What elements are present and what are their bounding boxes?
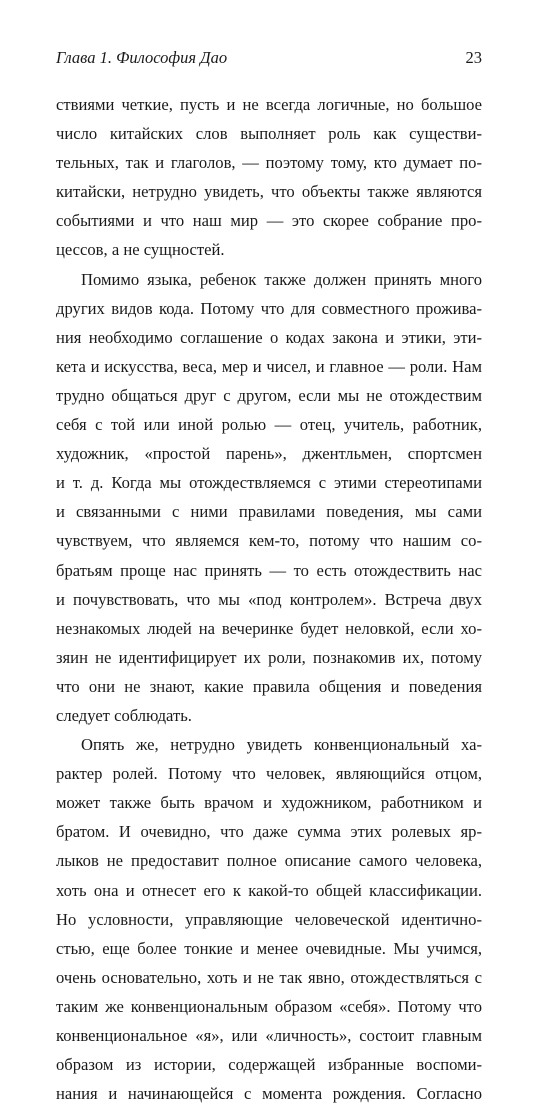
text-line: может также быть врачом и художником, работником и <box>56 793 482 813</box>
text-line: число китайских слов выполняет роль как существи- <box>56 124 482 144</box>
text-line: кета и искусства, веса, мер и чисел, и главное — роли. Нам <box>56 356 482 376</box>
text-line: хоть она и отнесет его к какой-то общей классификации. <box>56 880 482 900</box>
text-line: следует соблюдать. <box>56 705 192 725</box>
text-line: и почувствовать, что мы «под контролем». Встреча двух <box>56 589 482 609</box>
text-line: ствиями четкие, пусть и не всегда логичные, но большое <box>56 95 482 114</box>
text-line: нания и начинающейся с момента рождения. Согласно <box>56 1084 482 1104</box>
text-line: других видов кода. Потому что для совместного прожива- <box>56 298 482 318</box>
text-line: братом. И очевидно, что даже сумма этих ролевых яр- <box>56 822 482 842</box>
text-line: художник, «простой парень», джентльмен, спортсмен <box>56 444 482 464</box>
page-number: 23 <box>465 48 482 67</box>
text-line: зяин не идентифицирует их роли, познакомив их, потому <box>56 647 482 667</box>
text-line: образом из истории, содержащей избранные воспоми- <box>56 1055 482 1075</box>
text-line: Помимо языка, ребенок также должен принять много <box>81 269 482 289</box>
text-line: чувствуем, что являемся кем-то, потому что нашим со- <box>56 531 482 551</box>
text-line: Но условности, управляющие человеческой идентично- <box>56 909 482 929</box>
text-line: таким же конвенциональным образом «себя». Потому что <box>56 996 482 1016</box>
paragraph <box>56 90 482 265</box>
text-line: событиями и что наш мир — это скорее собрание про- <box>56 211 482 231</box>
text-line: цессов, а не сущностей. <box>56 240 225 260</box>
text-line: ния необходимо соглашение о кодах закона и этики, эти- <box>56 327 482 347</box>
text-line: и т. д. Когда мы отождествляемся с этими стереотипами <box>56 473 482 493</box>
text-line: лыков не предоставит полное описание самого человека, <box>56 851 482 871</box>
running-header <box>56 48 482 70</box>
text-line: рактер ролей. Потому что человек, являющийся отцом, <box>56 764 482 784</box>
text-line: очень основательно, хоть и не так явно, отождествляться с <box>56 967 482 987</box>
text-line: что они не знают, какие правила общения и поведения <box>56 676 482 696</box>
text-line: стью, еще более тонкие и менее очевидные. Мы учимся, <box>56 938 482 958</box>
text-line: конвенциональное «я», или «личность», состоит главным <box>56 1026 482 1045</box>
paragraph <box>56 730 482 1108</box>
paragraph <box>56 265 482 731</box>
text-line: тельных, так и глаголов, — поэтому тому, кто думает по- <box>56 153 482 173</box>
text-line: китайски, нетрудно увидеть, что объекты также являются <box>56 182 482 202</box>
chapter-running-title: Глава 1. Философия Дао <box>56 48 228 67</box>
body-text <box>56 90 482 1108</box>
text-line: и связанными с ними правилами поведения, мы сами <box>56 502 482 522</box>
text-line: трудно общаться друг с другом, если мы не отождествим <box>56 385 482 405</box>
text-line: Опять же, нетрудно увидеть конвенциональный ха- <box>81 735 482 755</box>
text-line: себя с той или иной ролью — отец, учитель, работник, <box>56 415 482 435</box>
text-line: братьям проще нас принять — то есть отождествить нас <box>56 560 482 580</box>
text-line: незнакомых людей на вечеринке будет неловкой, если хо- <box>56 618 482 638</box>
